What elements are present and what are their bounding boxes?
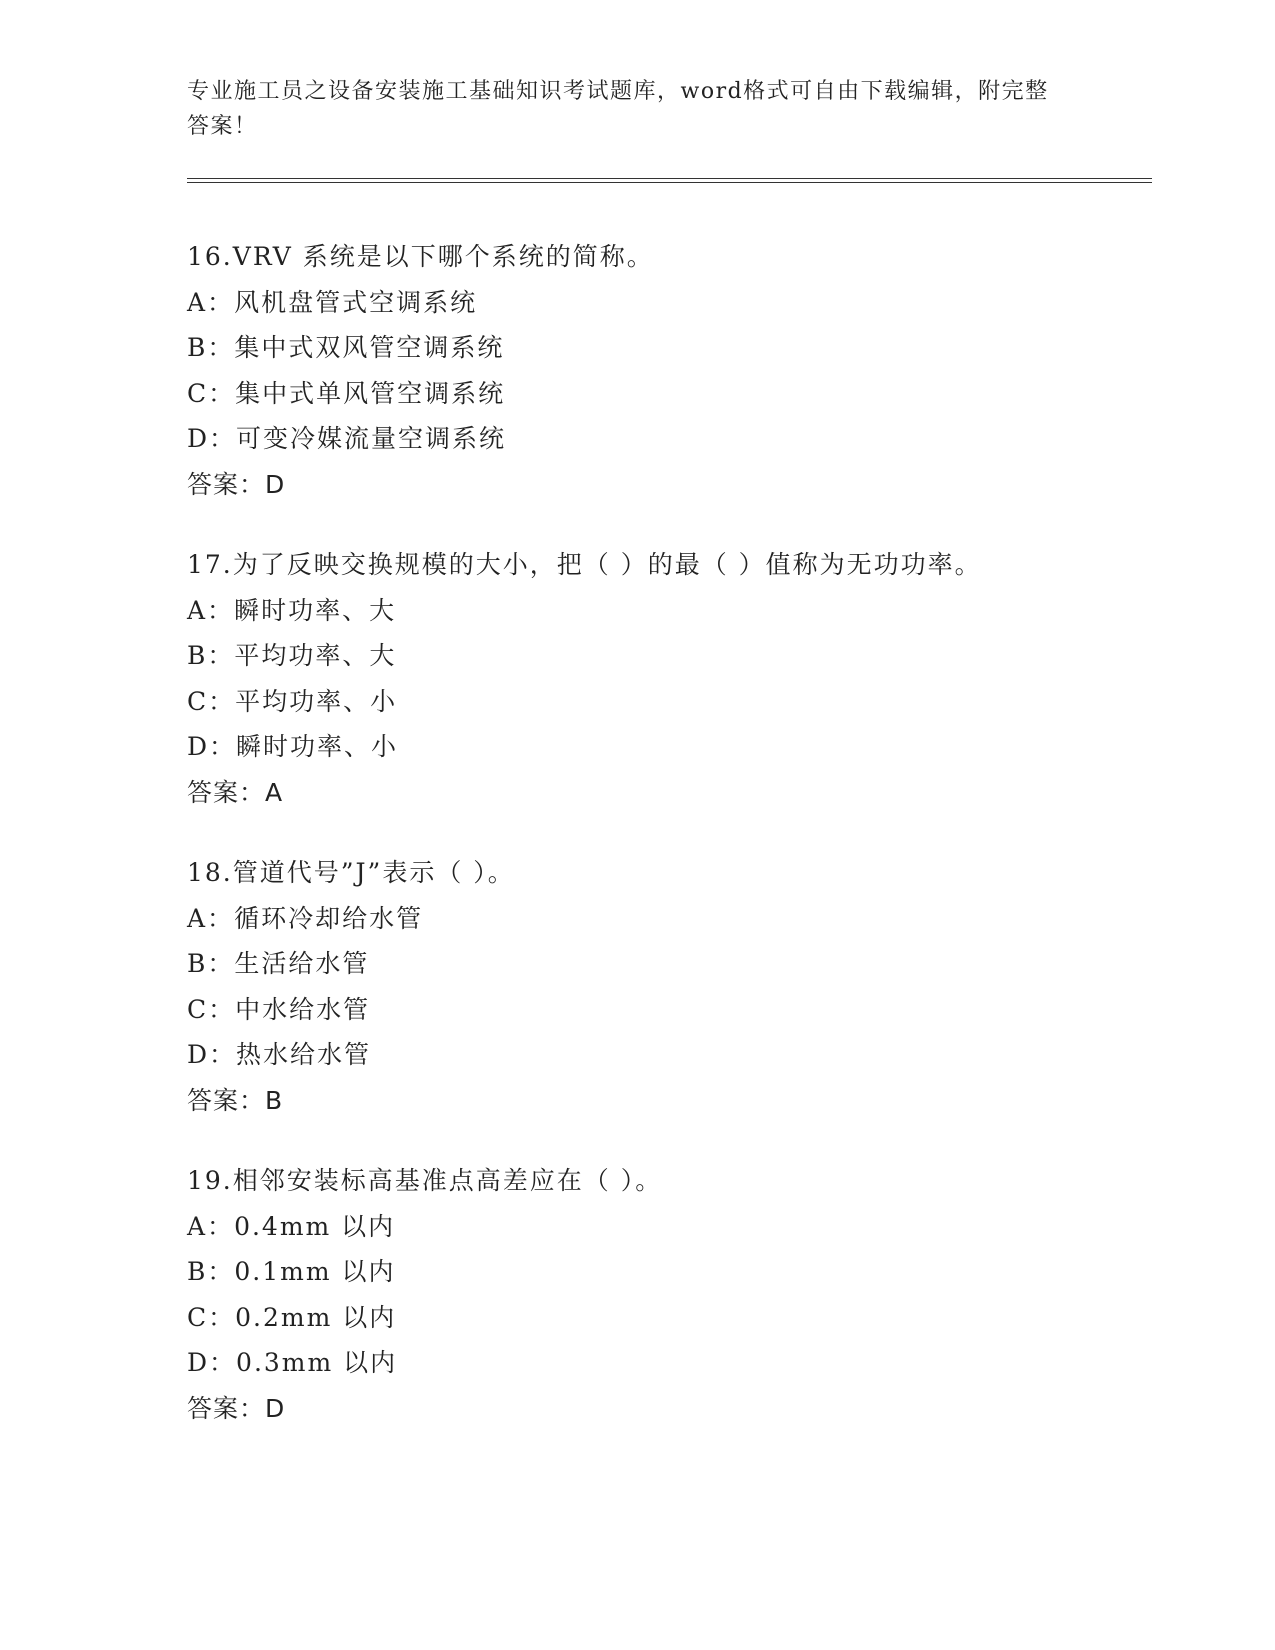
- answer: 答案：D: [187, 469, 286, 499]
- option-key: D：: [187, 1348, 237, 1377]
- option-key: C：: [187, 994, 236, 1024]
- option-text: 生活给水管: [234, 949, 370, 978]
- option-c: [187, 679, 1147, 725]
- option-text: 0.1mm 以内: [234, 1257, 396, 1286]
- option-b: [187, 941, 1147, 987]
- option-key: D：: [187, 732, 237, 761]
- option-text: 热水给水管: [236, 1040, 372, 1069]
- option-text: 瞬时功率、大: [234, 595, 397, 625]
- option-text: 集中式单风管空调系统: [235, 378, 506, 408]
- header-divider: [187, 178, 1152, 183]
- option-text: 平均功率、大: [234, 641, 397, 670]
- question-list: [187, 234, 1147, 1466]
- option-key: C：: [187, 686, 236, 716]
- option-c: [187, 1295, 1147, 1341]
- option-b: [187, 633, 1147, 679]
- option-text: 风机盘管式空调系统: [234, 287, 478, 317]
- option-d: [187, 1340, 1147, 1386]
- option-text: 平均功率、小: [235, 686, 398, 716]
- option-d: [187, 724, 1147, 770]
- option-a: [187, 588, 1147, 634]
- option-key: B：: [187, 333, 235, 362]
- option-d: [187, 416, 1147, 462]
- option-key: C：: [187, 1302, 236, 1332]
- option-key: B：: [187, 1257, 235, 1286]
- option-a: [187, 1204, 1147, 1250]
- answer: 答案：B: [187, 1085, 284, 1115]
- option-key: B：: [187, 641, 235, 670]
- question-16: [187, 234, 1147, 507]
- option-text: 瞬时功率、小: [236, 732, 399, 761]
- question-18: [187, 850, 1147, 1123]
- option-key: A：: [187, 1211, 235, 1241]
- question-stem: 16.VRV 系统是以下哪个系统的简称。: [187, 242, 654, 271]
- option-text: 0.3mm 以内: [236, 1348, 398, 1377]
- option-key: A：: [187, 287, 235, 317]
- option-key: B：: [187, 949, 235, 978]
- question-stem: 19.相邻安装标高基准点高差应在（ ）。: [187, 1166, 663, 1195]
- option-c: [187, 371, 1147, 417]
- option-b: [187, 325, 1147, 371]
- option-d: [187, 1032, 1147, 1078]
- document-header: 专业施工员之设备安装施工基础知识考试题库，word格式可自由下载编辑，附完整答案！: [187, 79, 1049, 139]
- question-19: [187, 1158, 1147, 1431]
- option-text: 0.2mm 以内: [235, 1302, 397, 1332]
- option-text: 0.4mm 以内: [234, 1211, 396, 1241]
- answer: 答案：D: [187, 1393, 286, 1423]
- question-stem: 17.为了反映交换规模的大小，把（ ）的最（ ）值称为无功功率。: [187, 550, 982, 579]
- option-b: [187, 1249, 1147, 1295]
- answer: 答案：A: [187, 777, 284, 807]
- option-key: C：: [187, 378, 236, 408]
- option-text: 集中式双风管空调系统: [234, 333, 505, 362]
- option-text: 可变冷媒流量空调系统: [236, 424, 507, 453]
- option-text: 循环冷却给水管: [234, 903, 424, 933]
- option-key: A：: [187, 595, 235, 625]
- option-a: [187, 280, 1147, 326]
- question-stem: 18.管道代号”J”表示（ ）。: [187, 858, 515, 887]
- option-key: A：: [187, 903, 235, 933]
- question-17: [187, 542, 1147, 815]
- option-c: [187, 987, 1147, 1033]
- option-text: 中水给水管: [235, 994, 371, 1024]
- option-key: D：: [187, 1040, 237, 1069]
- option-a: [187, 896, 1147, 942]
- option-key: D：: [187, 424, 237, 453]
